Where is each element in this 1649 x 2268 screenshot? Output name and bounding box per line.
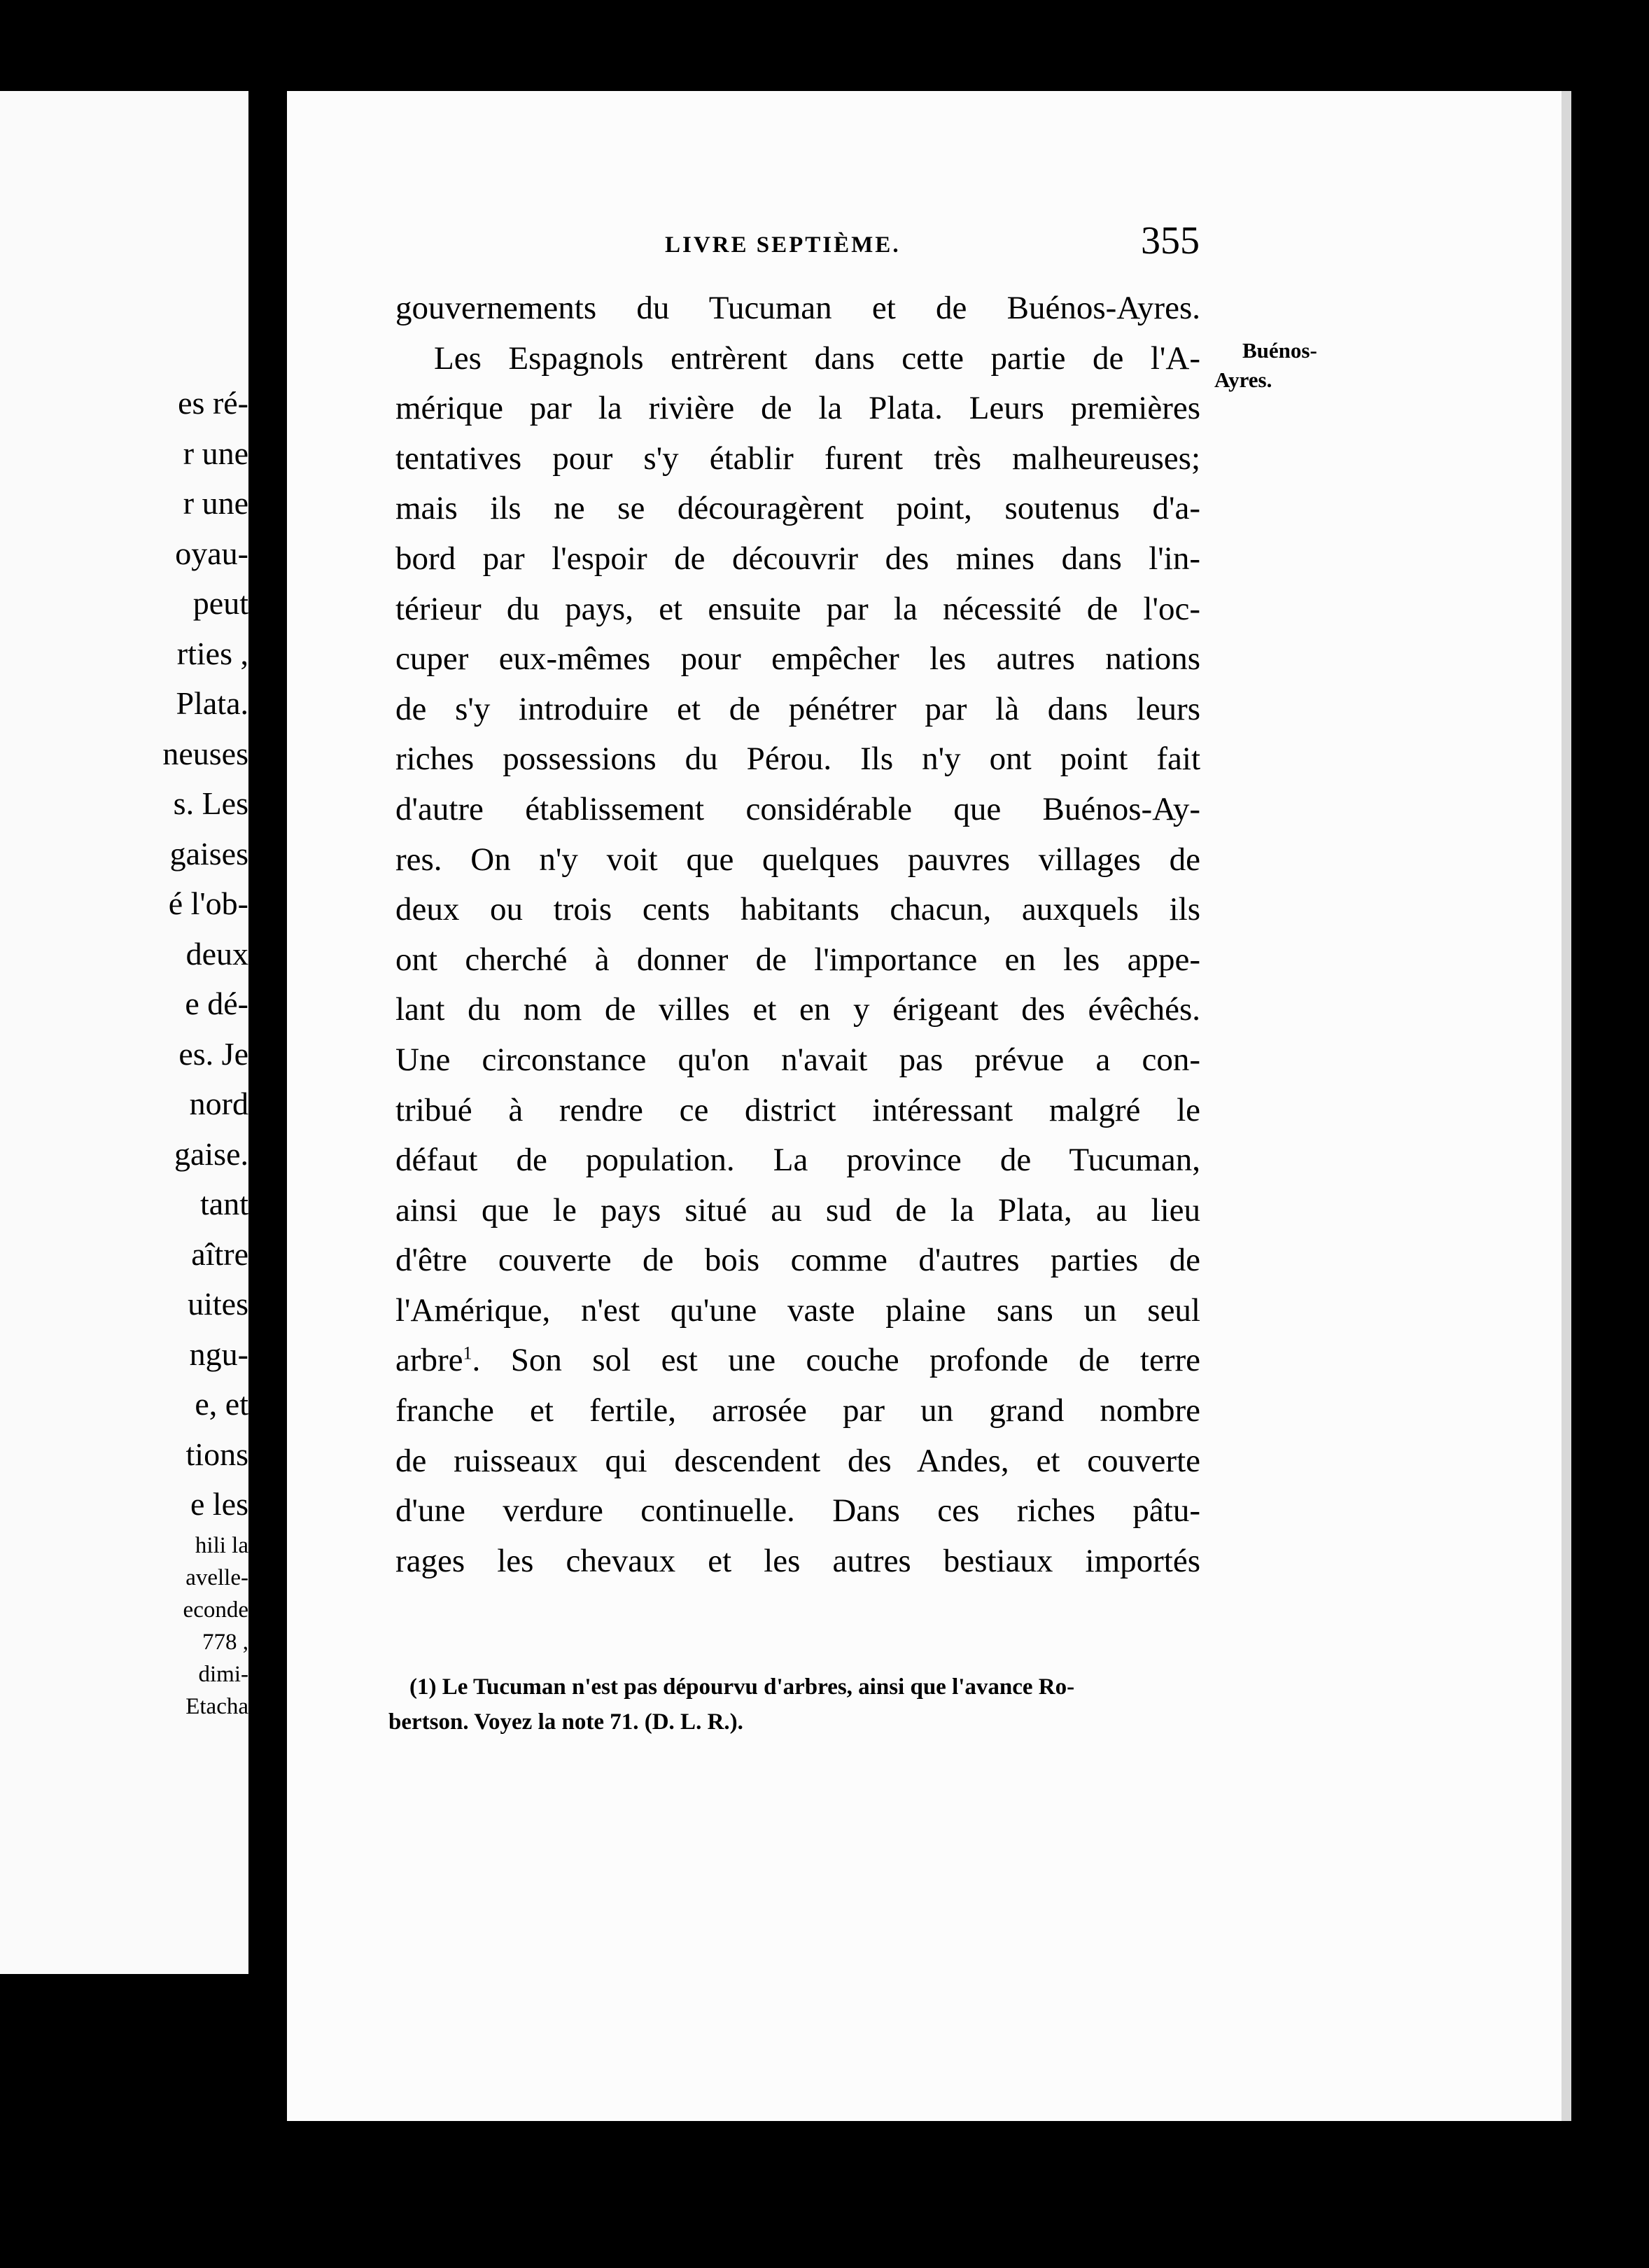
left-note-line: Etacha — [185, 1693, 248, 1719]
running-head: LIVRE SEPTIÈME. — [665, 232, 901, 258]
footnote — [388, 1670, 1200, 1740]
left-line: gaises — [169, 835, 248, 872]
left-note-line: dimi- — [198, 1661, 248, 1687]
left-line: tions — [185, 1436, 248, 1472]
left-note-line: 778 , — [202, 1629, 248, 1655]
page-header — [371, 219, 1211, 280]
text-line: défaut de population. La province de Tucuman, — [395, 1142, 1200, 1179]
left-page — [0, 91, 248, 1974]
left-line: es ré- — [178, 385, 248, 421]
left-line: e les — [190, 1486, 248, 1522]
text-line: de s'y introduire et de pénétrer par là dans leurs — [395, 690, 1200, 727]
text-line: tribué à rendre ce district intéressant malgré le — [395, 1091, 1200, 1128]
left-line: aître — [191, 1236, 248, 1272]
page-number: 355 — [1141, 219, 1200, 262]
left-line: uites — [188, 1286, 248, 1322]
left-line: es. Je — [178, 1035, 248, 1072]
text-line: gouvernements du Tucuman et de Buénos-Ayres. — [395, 290, 1200, 326]
left-note-line: hili la — [195, 1532, 248, 1558]
left-line: r une — [183, 435, 248, 471]
left-line: r une — [183, 485, 248, 521]
left-line: neuses — [162, 735, 248, 771]
text-line: franche et fertile, arrosée par un grand nombre — [395, 1392, 1200, 1429]
text-line-with-footnote-mark — [395, 1336, 1200, 1386]
left-line: nord — [189, 1086, 248, 1121]
left-line: s. Les — [173, 785, 248, 821]
left-line: oyau- — [175, 535, 248, 571]
left-line: é l'ob- — [168, 886, 248, 921]
left-line: rties , — [176, 635, 248, 671]
text-line: d'être couverte de bois comme d'autres parties de — [395, 1242, 1200, 1279]
left-line: e dé- — [185, 986, 248, 1021]
left-note-line: avelle- — [185, 1564, 248, 1590]
margin-note — [1200, 336, 1347, 395]
text-line: cuper eux-mêmes pour empêcher les autres nations — [395, 640, 1200, 678]
text-fragment: . Son sol est une couche profonde de terre — [472, 1342, 1200, 1379]
text-line: res. On n'y voit que quelques pauvres villages de — [395, 841, 1200, 878]
text-line: de ruisseaux qui descendent des Andes, et couverte — [395, 1442, 1200, 1479]
left-line: tant — [200, 1186, 248, 1222]
footnote-mark: 1 — [463, 1343, 472, 1364]
left-line: deux — [185, 935, 248, 972]
body-text — [395, 284, 1200, 1586]
left-line: Plata. — [176, 685, 248, 721]
text-fragment: arbre — [395, 1342, 463, 1379]
text-line: lant du nom de villes et en y érigeant des évêchés. — [395, 991, 1200, 1028]
left-note-line: econde — [183, 1597, 248, 1623]
margin-note-line: Ayres. — [1214, 368, 1272, 392]
left-line: ngu- — [189, 1336, 248, 1372]
text-line: mais ils ne se découragèrent point, soutenus d'a- — [395, 490, 1200, 527]
text-line: d'autre établissement considérable que Buénos-Ay- — [395, 790, 1200, 827]
text-line: tentatives pour s'y établir furent très malheureuses; — [395, 440, 1200, 477]
left-page-text — [10, 378, 248, 1723]
text-line: Une circonstance qu'on n'avait pas prévue a con- — [395, 1041, 1200, 1078]
text-line: l'Amérique, n'est qu'une vaste plaine sans un seul — [395, 1292, 1200, 1329]
text-line: mérique par la rivière de la Plata. Leurs premières — [395, 390, 1200, 427]
text-line: ainsi que le pays situé au sud de la Plata, au lieu — [395, 1191, 1200, 1228]
text-line: ont cherché à donner de l'importance en les appe- — [395, 941, 1200, 978]
margin-note-line: Buénos- — [1242, 338, 1317, 363]
text-line: rages les chevaux et les autres bestiaux importés — [395, 1542, 1200, 1579]
book-gutter — [248, 70, 290, 2030]
text-line: d'une verdure continuelle. Dans ces riches pâtu- — [395, 1492, 1200, 1530]
text-line: térieur du pays, et ensuite par la nécessité de l'oc- — [395, 590, 1200, 627]
footnote-line: (1) Le Tucuman n'est pas dépourvu d'arbres, ainsi que l'avance Ro- — [409, 1674, 1075, 1700]
left-line: gaise. — [174, 1135, 248, 1172]
left-line: e, et — [195, 1386, 248, 1422]
text-line: riches possessions du Pérou. Ils n'y ont point fait — [395, 741, 1200, 778]
left-line: peut — [192, 585, 248, 621]
text-line: deux ou trois cents habitants chacun, auxquels ils — [395, 891, 1200, 928]
footnote-line: bertson. Voyez la note 71. (D. L. R.). — [388, 1709, 743, 1735]
text-line: Les Espagnols entrèrent dans cette partie de l'A- — [434, 340, 1200, 377]
text-line: bord par l'espoir de découvrir des mines dans l'in- — [395, 540, 1200, 577]
